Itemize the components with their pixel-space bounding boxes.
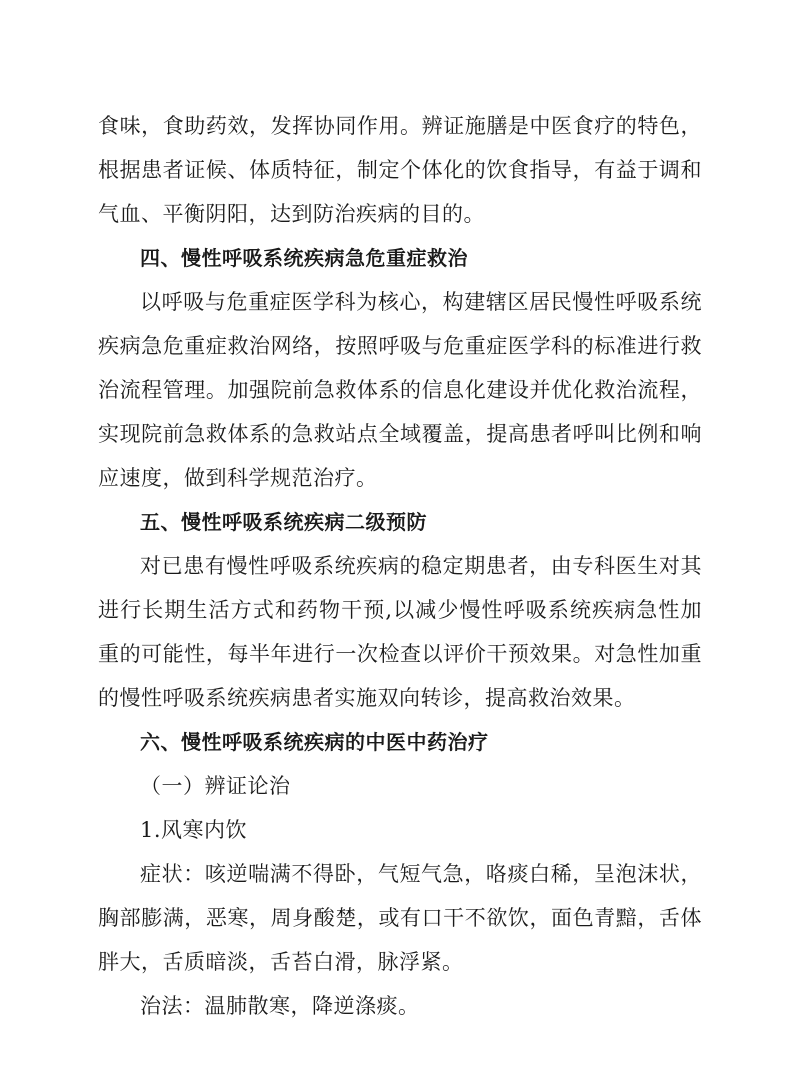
para1-line-2: 根据患者证候、体质特征，制定个体化的饮食指导，有益于调和: [98, 158, 702, 182]
section6-heading: 六、慢性呼吸系统疾病的中医中药治疗: [140, 730, 489, 754]
section5-heading: 五、慢性呼吸系统疾病二级预防: [140, 510, 427, 534]
section4-line-2: 疾病急危重症救治网络，按照呼吸与危重症医学科的标准进行救: [98, 334, 702, 358]
section5-line-2: 进行长期生活方式和药物干预,以减少慢性呼吸系统疾病急性加: [98, 598, 702, 622]
para1-line-3: 气血、平衡阴阳，达到防治疾病的目的。: [98, 202, 485, 226]
symptoms-line-1: 症状：咳逆喘满不得卧，气短气急，咯痰白稀，呈泡沫状，: [140, 862, 702, 886]
section4-heading: 四、慢性呼吸系统疾病急危重症救治: [140, 246, 468, 270]
section4-line-5: 应速度，做到科学规范治疗。: [98, 466, 378, 490]
section6-subheading: （一）辨证论治: [140, 774, 291, 798]
treatment-line: 治法：温肺散寒，降逆涤痰。: [140, 994, 420, 1018]
section4-line-1: 以呼吸与危重症医学科为核心，构建辖区居民慢性呼吸系统: [140, 290, 702, 314]
section4-line-3: 治流程管理。加强院前急救体系的信息化建设并优化救治流程，: [98, 378, 702, 402]
section5-line-1: 对已患有慢性呼吸系统疾病的稳定期患者，由专科医生对其: [140, 554, 702, 578]
para1-line-1: 食味，食助药效，发挥协同作用。辨证施膳是中医食疗的特色，: [98, 114, 702, 138]
section5-line-3: 重的可能性，每半年进行一次检查以评价干预效果。对急性加重: [98, 642, 702, 666]
section5-line-4: 的慢性呼吸系统疾病患者实施双向转诊，提高救治效果。: [98, 686, 636, 710]
section6-item-title: 1.风寒内饮: [140, 818, 248, 842]
document-page: [98, 104, 702, 1028]
symptoms-line-3: 胖大，舌质暗淡，舌苔白滑，脉浮紧。: [98, 950, 464, 974]
symptoms-line-2: 胸部膨满，恶寒，周身酸楚，或有口干不欲饮，面色青黯，舌体: [98, 906, 702, 930]
section4-line-4: 实现院前急救体系的急救站点全域覆盖，提高患者呼叫比例和响: [98, 422, 702, 446]
